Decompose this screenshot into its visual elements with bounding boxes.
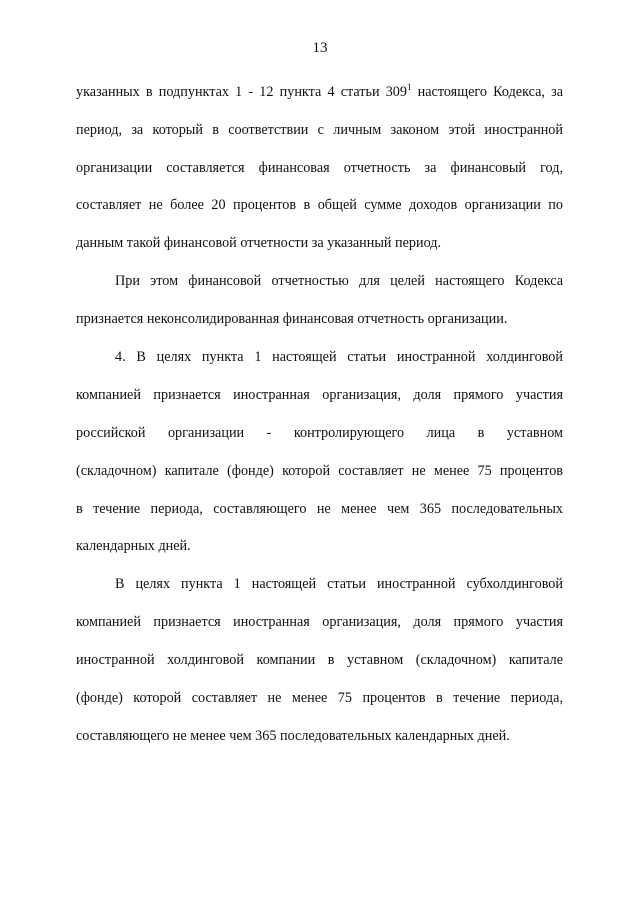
paragraph-4-line-2: компанией признается иностранная организация, доля прямого участия: [76, 614, 563, 630]
paragraph-4-line-5: составляющего не менее чем 365 последовательных календарных дней.: [76, 728, 510, 744]
text-fragment: настоящего Кодекса, за: [411, 84, 563, 100]
paragraph-1-line-2: период, за который в соответствии с личным законом этой иностранной: [76, 122, 563, 138]
paragraph-1-line-4: составляет не более 20 процентов в общей сумме доходов организации по: [76, 197, 563, 213]
paragraph-4-line-1: В целях пункта 1 настоящей статьи иностранной субхолдинговой: [115, 576, 563, 592]
paragraph-2-line-2: признается неконсолидированная финансовая отчетность организации.: [76, 311, 508, 327]
paragraph-3-line-5: в течение периода, составляющего не менее чем 365 последовательных: [76, 501, 563, 517]
text-fragment: указанных в подпунктах 1 - 12 пункта 4 статьи 309: [76, 84, 407, 100]
paragraph-1-line-3: организации составляется финансовая отчетность за финансовый год,: [76, 160, 563, 176]
paragraph-1-line-5: данным такой финансовой отчетности за указанный период.: [76, 235, 442, 251]
paragraph-3-line-3: российской организации - контролирующего лица в уставном: [76, 425, 563, 441]
paragraph-4-line-4: (фонде) которой составляет не менее 75 процентов в течение периода,: [76, 690, 563, 706]
superscript: 1: [407, 82, 412, 92]
paragraph-3-line-4: (складочном) капитале (фонде) которой составляет не менее 75 процентов: [76, 463, 563, 479]
paragraph-3-line-1: 4. В целях пункта 1 настоящей статьи иностранной холдинговой: [115, 349, 563, 365]
paragraph-3-line-6: календарных дней.: [76, 538, 191, 554]
paragraph-3-line-2: компанией признается иностранная организация, доля прямого участия: [76, 387, 563, 403]
paragraph-4-line-3: иностранной холдинговой компании в уставном (складочном) капитале: [76, 652, 563, 668]
paragraph-2-line-1: При этом финансовой отчетностью для целей настоящего Кодекса: [115, 273, 563, 289]
page-number: 13: [312, 40, 328, 56]
paragraph-1-line-1: [76, 81, 563, 103]
